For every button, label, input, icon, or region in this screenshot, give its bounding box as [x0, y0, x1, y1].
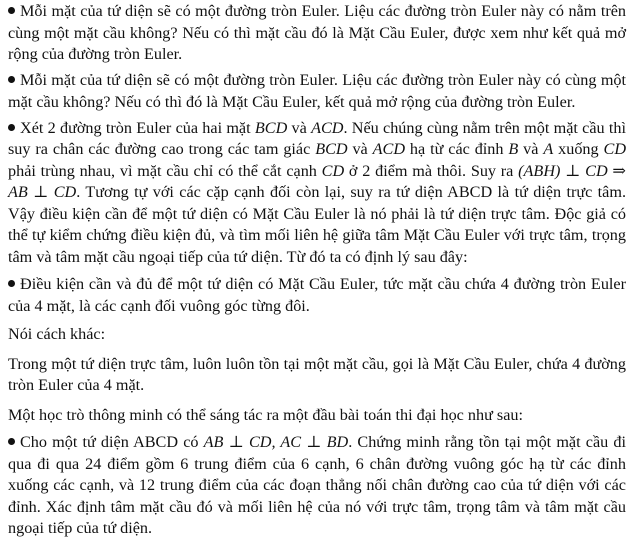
text-run: . Tương tự với các cặp cạnh đối còn lại, suy ra tứ diện ABCD là tứ diện trực tâm. Vậy điều kiện cần để một tứ diện có Mặt Cầu Euler là nó phải là tứ diện trực tâm. Độc giả có thể tự kiểm chứng điều kiện đủ, và tìm mối liên hệ giữa tâm Mặt Cầu Euler với trực tâm, trọng tâm và tâm mặt cầu ngoại tiếp của tứ diện. Từ đó ta có định lý sau đây: [8, 183, 626, 266]
text-run: xuống [553, 140, 604, 158]
text-run: . Chứng minh rằng tồn tại một mặt cầu đi qua đi qua 24 điểm gồm 6 trung điểm của 6 cạnh, 6 chân đường vuông góc hạ từ các đỉnh xuống các cạnh, và 12 trung điểm của các đoạn thẳng nối chân đường cao của tứ diện với các đỉnh. Xác định tâm mặt cầu đó và mối liên hệ của nó với trực tâm, trọng tâm và tâm mặt cầu ngoại tiếp của tứ diện. [8, 433, 626, 537]
bullet-icon [8, 7, 15, 14]
text-run: ở 2 điểm mà thôi. Suy ra [344, 161, 519, 180]
paragraph-1 [8, 1, 626, 66]
math-triangle-bcd: BCD [315, 140, 348, 158]
text-run: và [287, 118, 312, 137]
paragraph-6 [8, 354, 626, 397]
paragraph-1-text: Mỗi mặt của tứ diện sẽ có một đường tròn Euler. Liệu các đường tròn Euler này có nằm trên cùng một mặt cầu không? Nếu có thì mặt cầu đó là Mặt Cầu Euler, được xem như kết quả mở rộng của đường tròn Euler. [8, 2, 626, 63]
paragraph-7 [8, 405, 626, 427]
paragraph-5 [8, 324, 626, 346]
text-run: hạ từ các đỉnh [405, 140, 509, 158]
text-run: phải trùng nhau, vì mặt cầu chỉ có thể cắt cạnh [8, 161, 322, 180]
math-vertex-b: B [508, 140, 519, 158]
math-face-acd: ACD [311, 118, 344, 137]
paragraph-4-theorem [8, 274, 626, 317]
math-face-bcd: BCD [254, 118, 288, 137]
paragraph-7-text: Một học trò thông minh có thể sáng tác ra một đầu bài toán thi đại học như sau: [8, 405, 523, 424]
paragraph-4-text: Điều kiện cần và đủ để một tứ diện có Mặt Cầu Euler, tức mặt cầu chứa 4 đường tròn Euler của 4 mặt, là các cạnh đối vuông góc từng đôi. [8, 275, 626, 315]
math-formula-perpendicular: (ABH) ⊥ CD ⇒ AB ⊥ CD [8, 161, 626, 201]
math-edge-cd: CD [603, 140, 627, 158]
text-run: và [518, 140, 544, 158]
math-edge-cd: CD [321, 161, 345, 180]
text-run: . Nếu chúng cùng nằm trên một mặt cầu thì suy ra chân các đường cao trong các tam giác [8, 118, 626, 158]
paragraph-6-text: Trong một tứ diện trực tâm, luôn luôn tồn tại một mặt cầu, gọi là Mặt Cầu Euler, chứa 4 đường tròn Euler của 4 mặt. [8, 354, 626, 394]
bullet-icon [8, 438, 15, 445]
text-run: và [347, 140, 373, 158]
paragraph-8-problem [8, 432, 626, 540]
math-triangle-acd: ACD [372, 140, 406, 158]
document-body [8, 1, 626, 548]
bullet-icon [8, 280, 15, 287]
text-run: Xét 2 đường tròn Euler của hai mặt [20, 118, 255, 137]
math-formula-perpendicular-edges: AB ⊥ CD, AC ⊥ BD [203, 433, 349, 451]
math-vertex-a: A [543, 140, 554, 158]
paragraph-2-text: Mỗi mặt của tứ diện sẽ có một đường tròn Euler. Liệu các đường tròn Euler này có cùng một mặt cầu không? Nếu có thì đó là Mặt Cầu Euler, kết quả mở rộng của đường tròn Euler. [8, 71, 626, 111]
bullet-icon [8, 76, 15, 83]
paragraph-5-text: Nói cách khác: [8, 325, 106, 343]
paragraph-2 [8, 70, 626, 113]
paragraph-3 [8, 118, 626, 269]
bullet-icon [8, 124, 15, 131]
text-run: Cho một tứ diện ABCD có [20, 433, 204, 451]
